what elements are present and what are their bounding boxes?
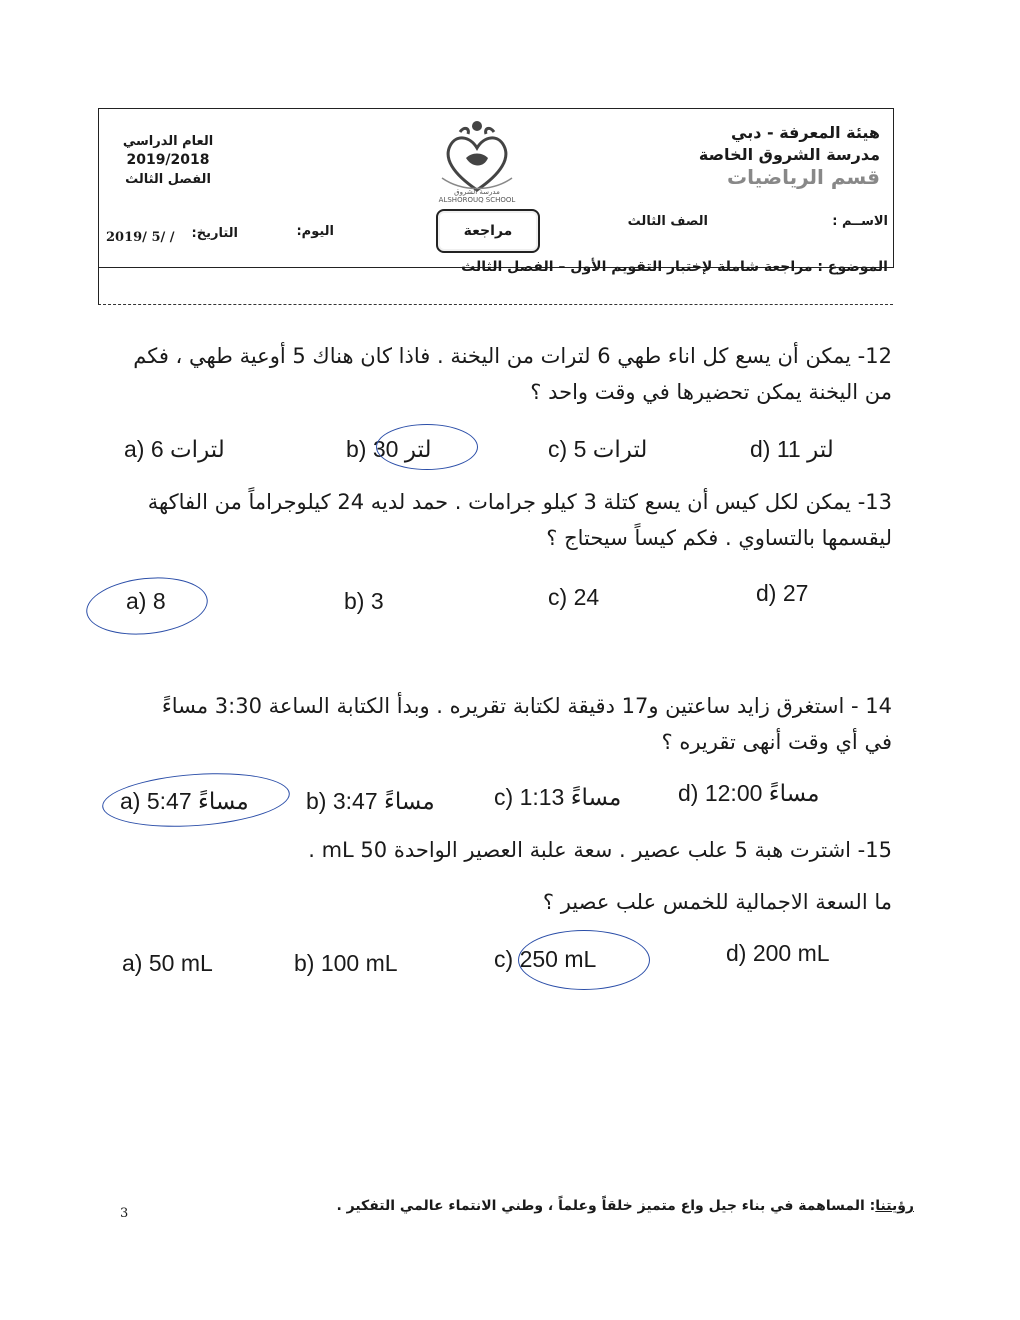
option-text: 50 mL [148,950,213,976]
academic-year: 2019/2018 [126,152,210,168]
year-info [118,132,218,189]
review-label: مراجعة [463,223,513,239]
option-letter: c) [548,584,568,610]
answer-circle-q12 [376,424,478,470]
page-number: 3 [120,1206,129,1221]
option-text: 250 mL [519,946,597,972]
option-letter: a) [122,950,143,976]
q12-option-d[interactable] [750,436,834,463]
vision-statement [336,1198,914,1214]
option-text: 8 [152,588,166,614]
question-13-text: 13- يمكن لكل كيس أن يسع كتلة 3 كيلو جرامات . حمد لديه 24 كيلوجراماً من الفاكهة ليقسمها بالتساوي . فكم كيساً سيحتاج ؟ [147,490,892,550]
answer-circle-q13 [83,572,210,640]
q12-option-a[interactable] [124,436,225,463]
option-letter: b) [306,788,327,814]
option-letter: b) [294,950,315,976]
option-text: 6 لترات [150,436,225,462]
option-text: 5:47 مساءً [146,788,249,814]
day-label: اليوم: [296,224,334,239]
logo-text-en: ALSHOROUQ SCHOOL [438,196,516,204]
option-letter: d) [678,780,699,806]
vision-label: رؤيتنا [875,1198,914,1214]
q15-option-b[interactable] [294,950,398,977]
option-text: 30 لتر [372,436,432,462]
option-letter: c) [494,784,514,810]
q14-option-b[interactable] [306,788,435,815]
q13-option-d[interactable] [756,580,808,607]
term: الفصل الثالث [125,172,211,187]
q15-option-a[interactable] [122,950,213,977]
q13-option-b[interactable] [344,588,384,615]
option-text: 12:00 مساءً [704,780,820,806]
answer-circle-q14 [100,768,291,833]
option-text: 27 [782,580,809,606]
date-label: التاريخ: [191,226,238,241]
option-text: 200 mL [752,940,830,966]
option-letter: b) [344,588,365,614]
logo-text-ar: مدرسة الشروق [454,188,500,196]
school-info [640,122,880,188]
option-letter: d) [756,580,777,606]
q13-option-c[interactable] [548,584,599,611]
vision-text: : المساهمة في بناء جيل واع متميز خلقاً وعلماً ، وطني الانتماء عالمي التفكير . [336,1198,876,1214]
school-name: مدرسة الشروق الخاصة [698,145,880,164]
logo-text [430,188,524,204]
option-text: 5 لترات [573,436,648,462]
date-value: 2019/ 5/ / [106,230,175,245]
q12-option-c[interactable] [548,436,647,463]
q14-option-c[interactable] [494,784,621,811]
department: قسم الرياضيات [726,165,880,189]
q15-option-d[interactable] [726,940,830,967]
question-15-text: 15- اشترت هبة 5 علب عصير . سعة علبة العصير الواحدة 50 mL . [308,838,892,862]
answer-circle-q15 [518,930,650,990]
option-letter: c) [494,946,514,972]
option-text: 11 لتر [776,436,834,462]
option-text: 24 [573,584,600,610]
question-14-text: 14 - استغرق زايد ساعتين و17 دقيقة لكتابة تقريره . وبدأ الكتابة الساعة 3:30 مساءً في أي وقت أنهى تقريره ؟ [161,694,892,754]
option-text: 100 mL [320,950,398,976]
name-label: الاســم : [832,214,888,229]
review-box [436,209,540,253]
grade: الصف الثالث [627,214,708,229]
q14-option-d[interactable] [678,780,819,807]
authority: هيئة المعرفة - دبي [731,123,880,142]
year-label: العام الدراسي [122,134,214,149]
option-letter: c) [548,436,568,462]
option-text: 3 [370,588,384,614]
option-letter: a) [124,436,145,462]
option-text: 1:13 مساءً [519,784,622,810]
question-12-text: 12- يمكن أن يسع كل اناء طهي 6 لترات من اليخنة . فاذا كان هناك 5 أوعية طهي ، فكم من اليخنة يمكن تحضيرها في وقت واحد ؟ [133,344,892,404]
topic: الموضوع : مراجعة شاملة لإختبار التقويم الأول – الفصل الثالث [461,259,888,275]
option-letter: d) [750,436,771,462]
option-letter: a) [126,588,147,614]
option-letter: a) [120,788,141,814]
option-letter: b) [346,436,367,462]
option-letter: d) [726,940,747,966]
option-text: 3:47 مساءً [332,788,435,814]
question-15-subtext: ما السعة الاجمالية للخمس علب عصير ؟ [542,890,892,914]
